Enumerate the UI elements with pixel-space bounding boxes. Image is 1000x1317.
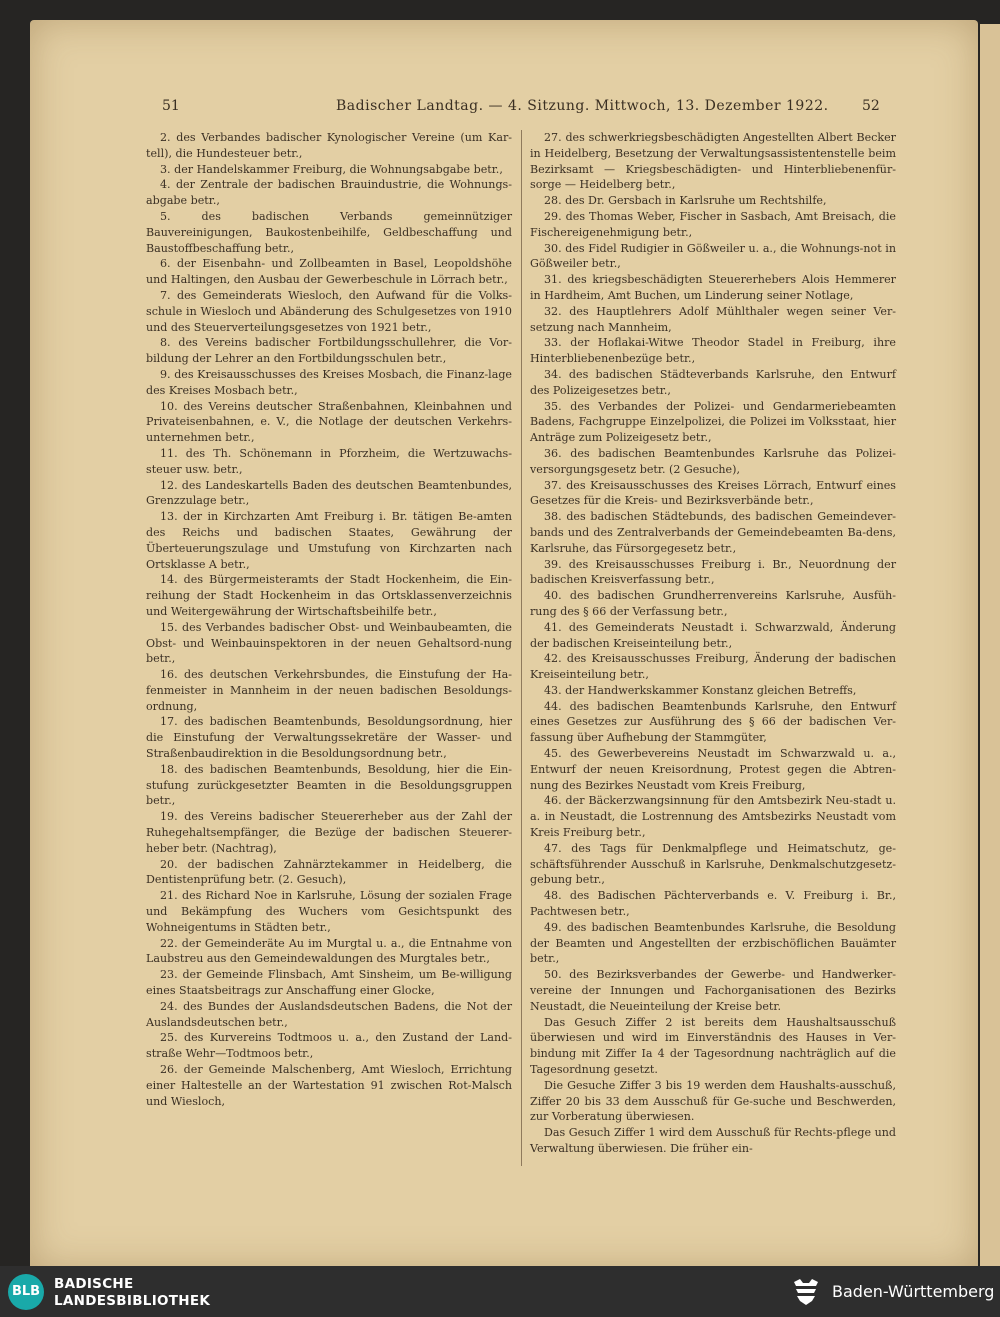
petition-item: 3. der Handelskammer Freiburg, die Wohnungsabgabe betr., [160,162,503,176]
petition-item: 42. des Kreisausschusses Freiburg, Änderung der badischen Kreiseinteilung betr., [530,652,896,682]
petition-item: Die Gesuche Ziffer 3 bis 19 werden dem Haushalts-ausschuß, Ziffer 20 bis 33 dem Ausschuß für Ge-suche und Beschwerden, zur Vorberatung überwiesen. [530,1078,896,1124]
petition-item: 31. des kriegsbeschädigten Steuererhebers Alois Hemmerer in Hardheim, Amt Buchen, um Linderung seiner Notlage, [530,273,896,302]
petition-item: 27. des schwerkriegsbeschädigten Angestellten Albert Becker in Heidelberg, Besetzung der Verwaltungsassistentenstelle beim Bezirksamt — Kriegsbeschädigten- und Hinterbliebenenfür-sorge — Heidelberg betr., [530,131,896,192]
petition-item: 39. des Kreisausschusses Freiburg i. Br., Neuordnung der badischen Kreisverfassung betr., [530,557,896,587]
state-name[interactable]: Baden-Württemberg [832,1282,995,1301]
petition-item: 25. des Kurvereins Todtmoos u. a., den Zustand der Land-straße Wehr—Todtmoos betr., [146,1031,512,1061]
petition-item: 37. des Kreisausschusses des Kreises Lörrach, Entwurf eines Gesetzes für die Kreis- und Bezirksverbände betr., [530,478,896,508]
petition-item: 26. der Gemeinde Malschenberg, Amt Wiesloch, Errichtung einer Haltestelle an der Wartestation 91 zwischen Rot-Malsch und Wiesloch, [146,1063,512,1108]
petition-item: 29. des Thomas Weber, Fischer in Sasbach, Amt Breisach, die Fischereigenehmigung betr., [530,209,896,239]
petition-item: 28. des Dr. Gersbach in Karlsruhe um Rechtshilfe, [544,194,827,208]
petition-item: 5. des badischen Verbands gemeinnütziger Bauvereinigungen, Baukostenbeihilfe, Geldbeschaffung und Baustoffbeschaffung betr., [146,209,512,255]
petition-item: 20. der badischen Zahnärztekammer in Heidelberg, die Dentistenprüfung betr. (2. Gesuch), [146,857,512,887]
library-name-line1[interactable]: BADISCHE [54,1276,134,1292]
petition-item: 6. der Eisenbahn- und Zollbeamten in Basel, Leopoldshöhe und Haltingen, den Ausbau der Gewerbeschule in Lörrach betr., [146,257,512,287]
petition-item: 47. des Tags für Denkmalpflege und Heimatschutz, ge-schäftsführender Ausschuß in Karlsruhe, Denkmalschutzgesetz-gebung betr., [530,841,896,887]
petition-item: 48. des Badischen Pächterverbands e. V. Freiburg i. Br., Pachtwesen betr., [530,889,896,919]
column-divider [521,130,522,1166]
petition-item: Das Gesuch Ziffer 1 wird dem Ausschuß für Rechts-pflege und Verwaltung überwiesen. Die früher ein- [530,1126,896,1155]
coat-of-arms-icon [790,1276,822,1308]
petition-item: 13. der in Kirchzarten Amt Freiburg i. Br. tätigen Be-amten des Reichs und badischen Staates, Gewährung der Überteuerungszulage und Umstufung von Kirchzarten nach Ortsklasse A betr., [146,510,512,571]
petition-item: 21. des Richard Noe in Karlsruhe, Lösung der sozialen Frage und Bekämpfung des Wuchers vom Gesichtspunkt des Wohneigentums in Städten betr., [146,889,512,934]
library-name-line2[interactable]: LANDESBIBLIOTHEK [54,1293,211,1309]
petition-item: 35. des Verbandes der Polizei- und Gendarmeriebeamten Badens, Fachgruppe Einzelpolizei, die Polizei im Volksstaat, hier Anträge zum Polizeigesetz betr., [530,399,896,445]
petition-item: 14. des Bürgermeisteramts der Stadt Hockenheim, die Ein-reihung der Stadt Hockenheim in das Ortsklassenverzeichnis und Weitergewährung der Wirtschaftsbeihilfe betr., [146,573,512,618]
petition-item: 17. des badischen Beamtenbunds, Besoldungsordnung, hier die Einstufung der Verwaltungssekretäre der Wasser- und Straßenbaudirektion in die Besoldungsordnung betr., [146,715,512,761]
petition-item: 43. der Handwerkskammer Konstanz gleichen Betreffs, [544,683,857,697]
petition-item: 9. des Kreisausschusses des Kreises Mosbach, die Finanz-lage des Kreises Mosbach betr., [146,367,512,397]
petition-item: 24. des Bundes der Auslandsdeutschen Badens, die Not der Auslandsdeutschen betr., [146,999,512,1029]
petition-item: 36. des badischen Beamtenbundes Karlsruhe das Polizei-versorgungsgesetz betr. (2 Gesuche), [530,446,896,476]
petition-item: 18. des badischen Beamtenbunds, Besoldung, hier die Ein-stufung zurückgesetzter Beamten in die Besoldungsgruppen betr., [146,762,512,808]
petition-item: 11. des Th. Schönemann in Pforzheim, die Wertzuwachs-steuer usw. betr., [146,446,512,476]
petition-item: 34. des badischen Städteverbands Karlsruhe, den Entwurf des Polizeigesetzes betr., [530,367,896,397]
right-page-number: 52 [862,98,880,114]
petition-item: 10. des Vereins deutscher Straßenbahnen, Kleinbahnen und Privateisenbahnen, e. V., die Notlage der deutschen Verkehrs-unternehmen betr., [146,399,512,445]
running-head: Badischer Landtag. — 4. Sitzung. Mittwoch, 13. Dezember 1922. [336,98,829,114]
petition-item: 12. des Landeskartells Baden des deutschen Beamtenbundes, Grenzzulage betr., [146,478,512,508]
petition-item: Das Gesuch Ziffer 2 ist bereits dem Haushaltsausschuß überwiesen und wird im Einverständnis des Hauses in Ver-bindung mit Ziffer Ia 4 der Tagesordnung nachträglich auf die Tagesordnung gesetzt. [530,1015,896,1077]
next-page-edge [980,24,1000,1266]
petition-item: 15. des Verbandes badischer Obst- und Weinbaubeamten, die Obst- und Weinbauinspektoren in der neuen Gehaltsord-nung betr., [146,620,512,666]
footer-bar [0,1266,1000,1317]
petition-item: 19. des Vereins badischer Steuererheber aus der Zahl der Ruhegehaltsempfänger, die Bezüge der badischen Steuerer-heber betr. (Nachtrag), [146,810,512,855]
petition-item: 32. des Hauptlehrers Adolf Mühlthaler wegen seiner Ver-setzung nach Mannheim, [530,304,896,334]
blb-logo[interactable]: BLB [8,1274,44,1310]
petition-item: 46. der Bäckerzwangsinnung für den Amtsbezirk Neu-stadt u. a. in Neustadt, die Lostrennung des Amtsbezirks Neustadt vom Kreis Freiburg betr., [530,794,896,840]
petition-item: 40. des badischen Grundherrenvereins Karlsruhe, Ausfüh-rung des § 66 der Verfassung betr., [530,589,896,618]
petition-item: 45. des Gewerbevereins Neustadt im Schwarzwald u. a., Entwurf der neuen Kreisordnung, Protest gegen die Abtren-nung des Bezirkes Neustadt vom Kreis Freiburg, [530,747,896,792]
petition-item: 49. des badischen Beamtenbundes Karlsruhe, die Besoldung der Beamten und Angestellten der erzbischöflichen Bauämter betr., [530,920,896,966]
left-column [146,130,512,1109]
petition-item: 22. der Gemeinderäte Au im Murgtal u. a., die Entnahme von Laubstreu aus den Gemeindewaldungen des Murgtales betr., [146,936,512,966]
petition-item: 44. des badischen Beamtenbunds Karlsruhe, den Entwurf eines Gesetzes zur Ausführung des § 66 der badischen Ver-fassung über Aufhebung der Stammgüter, [530,699,896,745]
petition-item: 23. der Gemeinde Flinsbach, Amt Sinsheim, um Be-willigung eines Staatsbeitrags zur Anschaffung einer Glocke, [146,968,512,998]
right-column [530,130,896,1157]
petition-item: 41. des Gemeinderats Neustadt i. Schwarzwald, Änderung der badischen Kreiseinteilung betr., [530,620,896,650]
petition-item: 8. des Vereins badischer Fortbildungsschullehrer, die Vor-bildung der Lehrer an den Fortbildungsschulen betr., [146,336,512,366]
petition-item: 38. des badischen Städtebunds, des badischen Gemeindever-bands und des Zentralverbands der Gemeindebeamten Ba-dens, Karlsruhe, das Fürsorgegesetz betr., [530,510,896,555]
petition-item: 33. der Hoflakai-Witwe Theodor Stadel in Freiburg, ihre Hinterbliebenenbezüge betr., [530,336,896,366]
left-page-number: 51 [162,98,180,114]
petition-item: 16. des deutschen Verkehrsbundes, die Einstufung der Ha-fenmeister in Mannheim in der neuen badischen Besoldungs-ordnung, [146,668,512,713]
petition-item: 4. der Zentrale der badischen Brauindustrie, die Wohnungs-abgabe betr., [146,178,512,208]
petition-item: 7. des Gemeinderats Wiesloch, den Aufwand für die Volks-schule in Wiesloch und Abänderung des Schulgesetzes von 1910 und des Steuerverteilungsgesetzes von 1921 betr., [146,288,512,334]
petition-item: 50. des Bezirksverbandes der Gewerbe- und Handwerker-vereine der Innungen und Fachorganisationen des Bezirks Neustadt, die Neueinteilung der Kreise betr. [530,968,896,1013]
petition-item: 30. des Fidel Rudigier in Gößweiler u. a., die Wohnungs-not in Gößweiler betr., [530,241,896,271]
petition-item: 2. des Verbandes badischer Kynologischer Vereine (um Kar-tell), die Hundesteuer betr., [146,131,512,160]
